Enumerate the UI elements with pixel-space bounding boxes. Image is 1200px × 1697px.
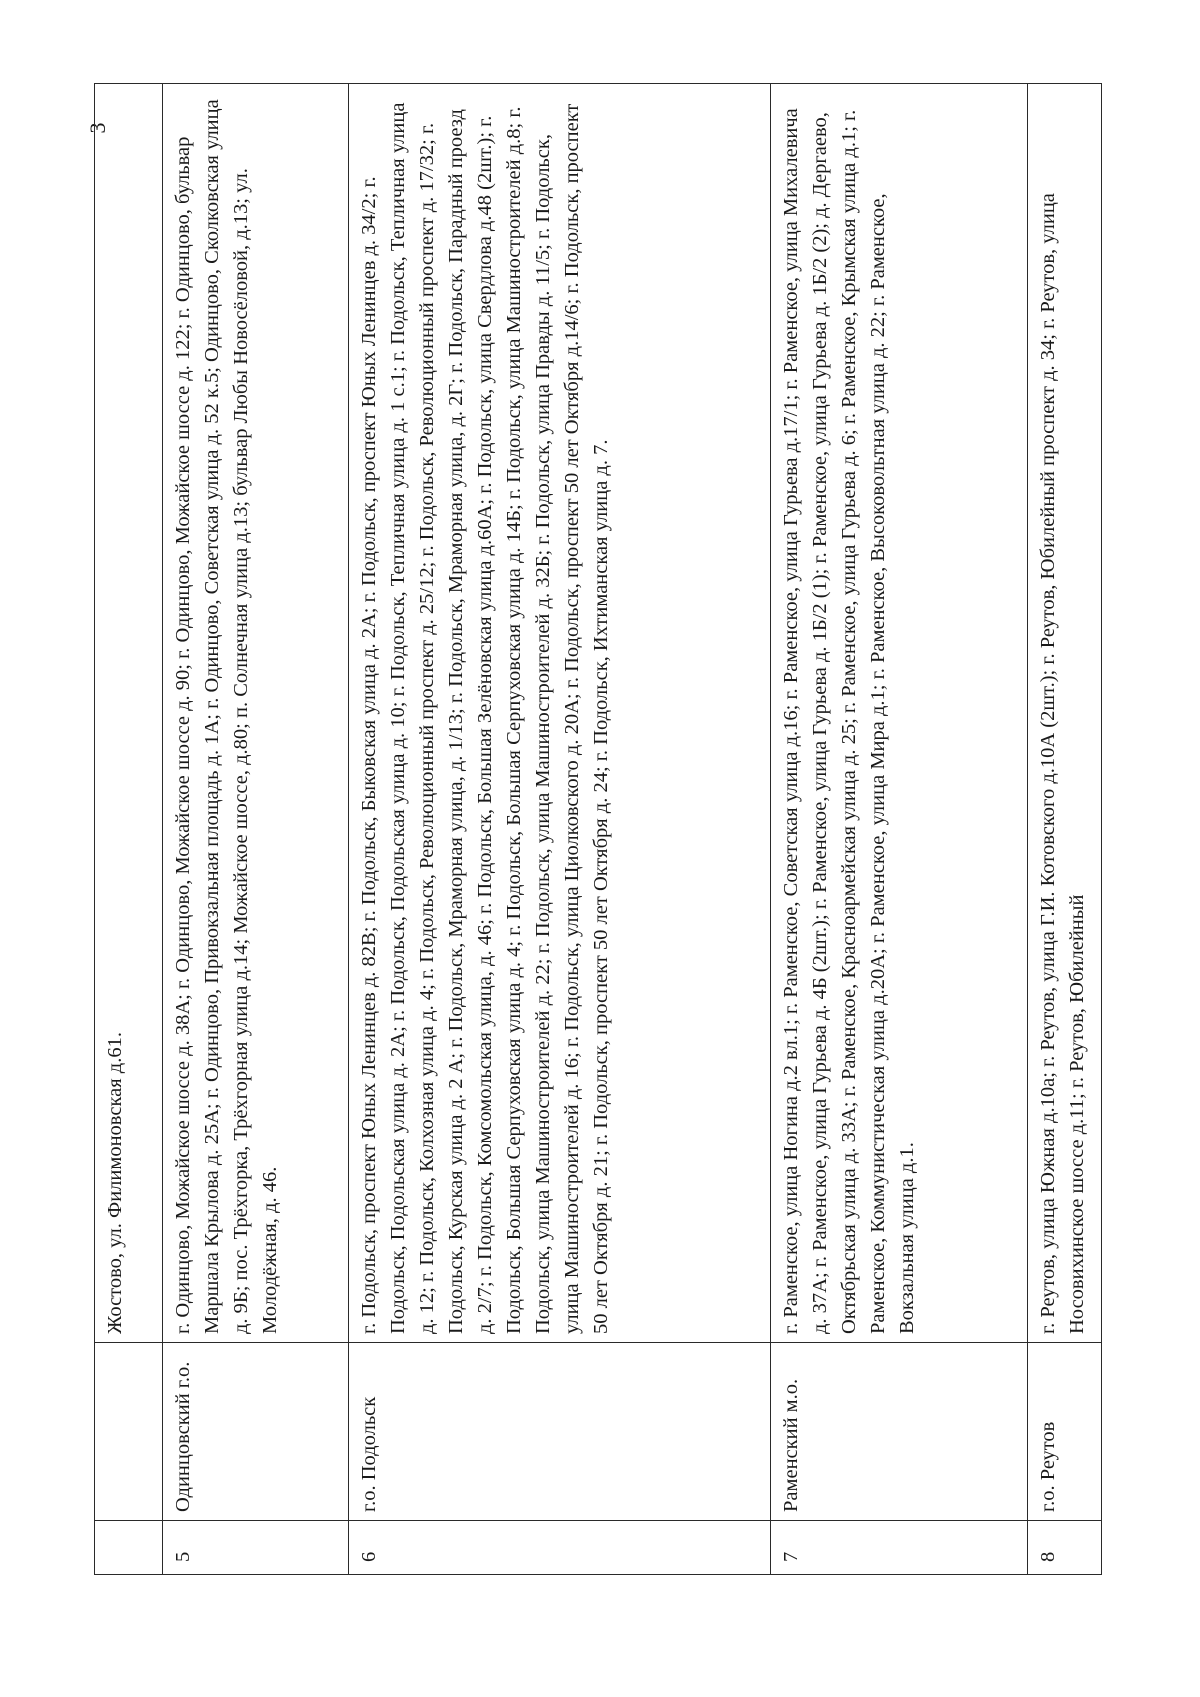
table-row (163, 84, 349, 1575)
municipality-cell: г.о. Реутов (1027, 1343, 1101, 1521)
address-cell: г. Подольск, проспект Юных Ленинцев д. 82В; г. Подольск, Быковская улица д. 2А; г. Подольск, проспект Юных Ленинцев д. 34/2; г. Подольск, Подольская улица д. 2А; г. Подольск, Подольская улица д. 10; г. Подольск, Тепличная улица д. 1 с.1; г. Подольск, Тепличная улица д. 12; г. Подольск, Колхозная улица д. 4; г. Подольск, Революционный проспект д. 25/12; г. Подольск, Революционный проспект д. 17/32; г. Подольск, Курская улица д. 2 А; г. Подольск, Мраморная улица, д. 1/13; г. Подольск, Мраморная улица, д. 2Г; г. Подольск, Парадный проезд д. 2/7; г. Подольск, Комсомольская улица, д. 46; г. Подольск, Большая Зелёновская улица д.60А; г. Подольск, улица Свердлова д.48 (2шт.); г. Подольск, Большая Серпуховская улица д. 4; г. Подольск, Большая Серпуховская улица д. 14Б; г. Подольск, улица Машиностроителей д.8; г. Подольск, улица Машиностроителей д. 22; г. Подольск, улица Машиностроителей д. 32Б; г. Подольск, улица Правды д. 11/5; г. Подольск, улица Машиностроителей д. 16; г. Подольск, улица Циолковского д. 20А; г. Подольск, проспект 50 лет Октября д.14/6; г. Подольск, проспект 50 лет Октября д. 21; г. Подольск, проспект 50 лет Октября д. 24; г. Подольск, Ихтиманская улица д. 7. (349, 84, 771, 1343)
row-number-cell: 6 (349, 1521, 771, 1575)
table-row-continued (95, 84, 163, 1575)
table-row (349, 84, 771, 1575)
table-row (771, 84, 1027, 1575)
municipality-cell: г.о. Подольск (349, 1343, 771, 1521)
address-cell: Жостово, ул. Филимоновская д.61. (95, 84, 163, 1343)
row-number-cell: 7 (771, 1521, 1027, 1575)
row-number-cell: 5 (163, 1521, 349, 1575)
table-row (1027, 84, 1101, 1575)
address-cell: г. Раменское, улица Ногина д.2 вл.1; г. Раменское, Советская улица д.16; г. Раменское, улица Гурьева д.17/1; г. Раменское, улица Михалевича д. 37А; г. Раменское, улица Гурьева д. 4Б (2шт.); г. Раменское, улица Гурьева д. 1Б/2 (1); г. Раменское, улица Гурьева д. 1Б/2 (2); д. Дергаево, Октябрьская улица д. 33А; г. Раменское, Красноармейская улица д. 25; г. Раменское, улица Гурьева д. 6; г. Раменское, Крымская улица д.1; г. Раменское, Коммунистическая улица д.20А; г. Раменское, улица Мира д.1; г. Раменское, Высоковольтная улица д. 22; г. Раменское, Вокзальная улица д.1. (771, 84, 1027, 1343)
address-table (94, 83, 1102, 1575)
municipality-cell: Одинцовский г.о. (163, 1343, 349, 1521)
page-number: 3 (85, 122, 110, 134)
row-number-cell: 8 (1027, 1521, 1101, 1575)
rotated-table-sheet (94, 83, 1102, 1575)
address-cell: г. Реутов, улица Южная д.10а; г. Реутов, улица Г.И. Котовского д.10А (2шт.); г. Реутов, Юбилейный проспект д. 34; г. Реутов, улица Носовихинское шоссе д.11; г. Реутов, Юбилейный (1027, 84, 1101, 1343)
row-number-cell (95, 1521, 163, 1575)
address-cell: г. Одинцово, Можайское шоссе д. 38А; г. Одинцово, Можайское шоссе д. 90; г. Одинцово, Можайское шоссе д. 122; г. Одинцово, бульвар Маршала Крылова д. 25А; г. Одинцово, Привокзальная площадь д. 1А; г. Одинцово, Советская улица д. 52 к.5; Одинцово, Сколковская улица д. 9Б; пос. Трёхгорка, Трёхгорная улица д.14; Можайское шоссе, д.80; п. Солнечная улица д.13; бульвар Любы Новосёловой, д.13; ул. Молодёжная, д. 46. (163, 84, 349, 1343)
municipality-cell: Раменский м.о. (771, 1343, 1027, 1521)
municipality-cell (95, 1343, 163, 1521)
